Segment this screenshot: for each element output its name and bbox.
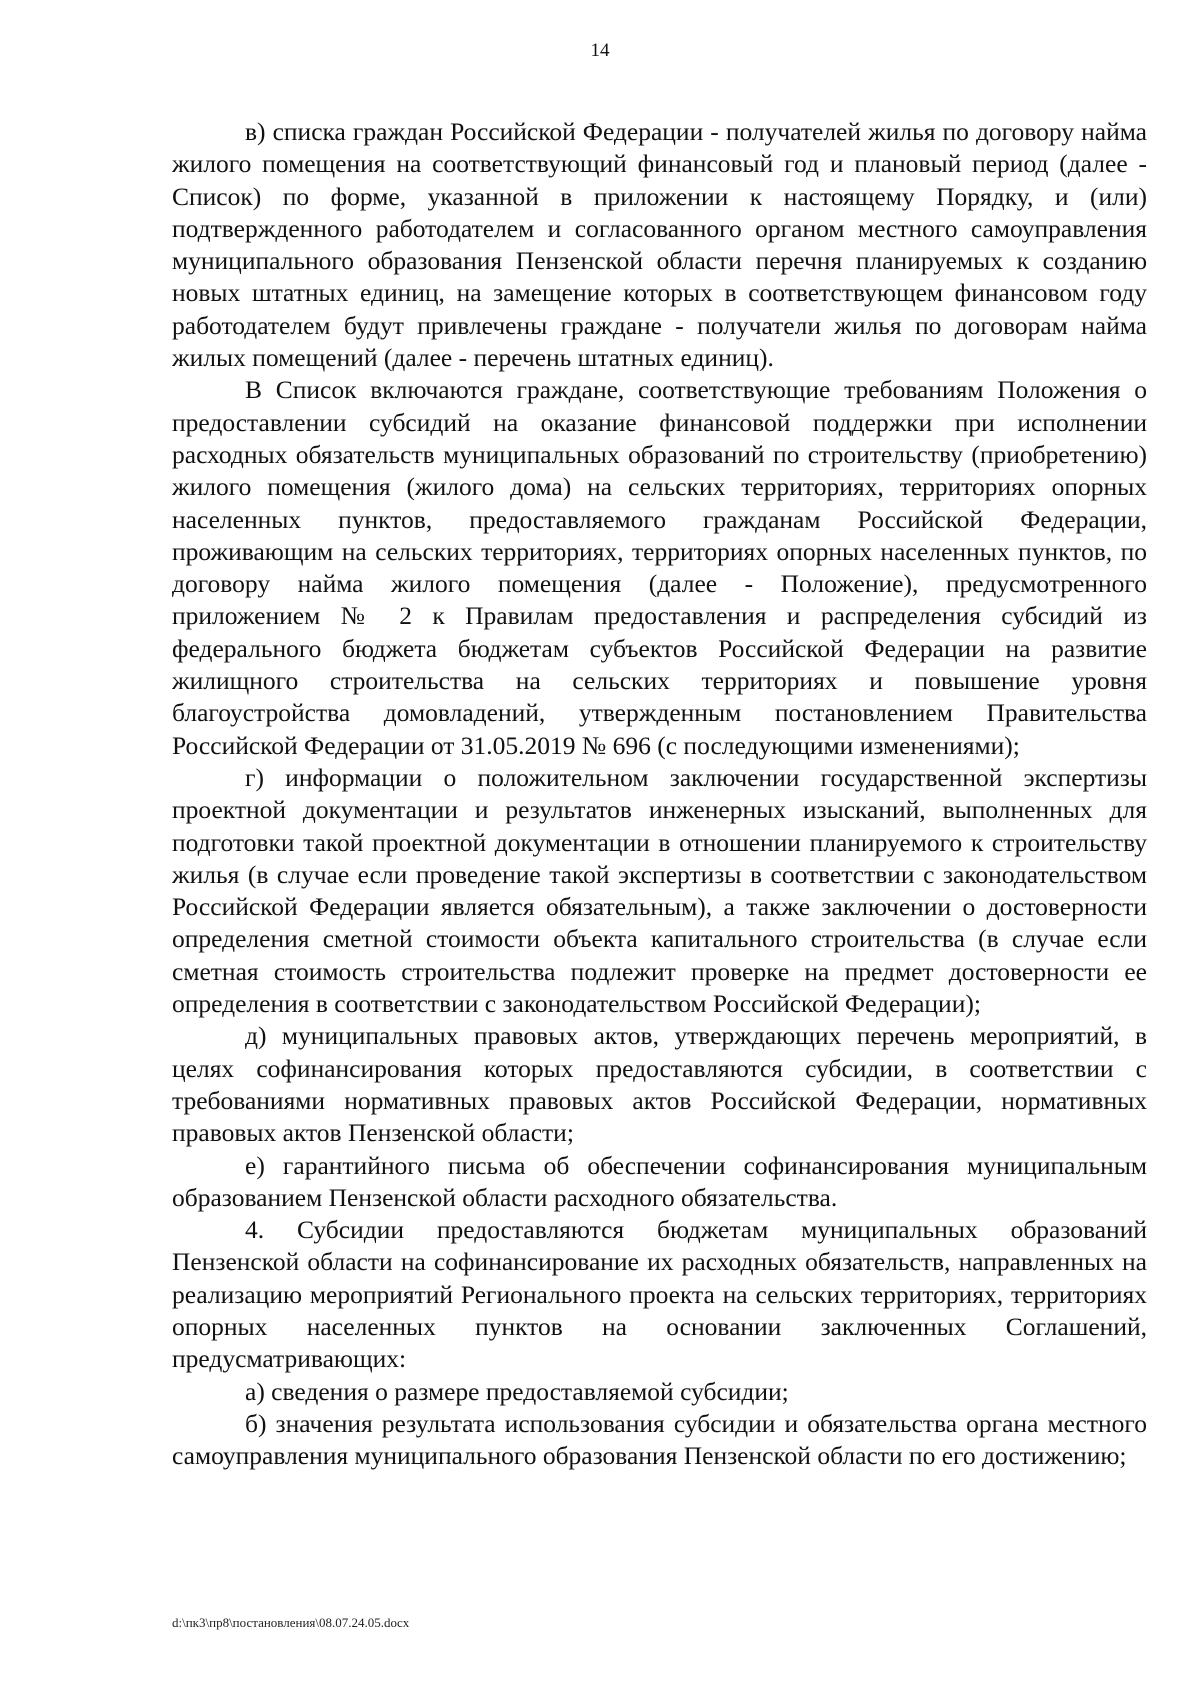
- footer-file-path: d:\пк3\пр8\постановления\08.07.24.05.docx: [172, 1615, 410, 1630]
- page-number: 14: [590, 40, 610, 61]
- paragraph-4-subsidii: 4. Субсидии предоставляются бюджетам муниципальных образований Пензенской области на софинансирование их расходных обязательств, направленных на реализацию мероприятий Регионального проекта на сельских территориях, территориях опорных населенных пунктов на основании заключенных Соглашений, предусматривающих:: [172, 1215, 1147, 1374]
- paragraph-d-munitsipalnykh-aktov: д) муниципальных правовых актов, утверждающих перечень мероприятий, в целях софинансирования которых предоставляются субсидии, в соответствии с требованиями нормативных правовых актов Российской Федерации, нормативных правовых актов Пензенской области;: [172, 1021, 1147, 1148]
- document-body: [172, 116, 1147, 1472]
- paragraph-e-garantiynogo-pisma: е) гарантийного письма об обеспечении софинансирования муниципальным образованием Пензенской области расходного обязательства.: [172, 1150, 1147, 1212]
- paragraph-v-spisok-vklyuchayutsya: В Список включаются граждане, соответствующие требованиям Положения о предоставлении субсидий на оказание финансовой поддержки при исполнении расходных обязательств муниципальных образований по строительству (приобретению) жилого помещения (жилого дома) на сельских территориях, территориях опорных населенных пунктов, предоставляемого гражданам Российской Федерации, проживающим на сельских территориях, территориях опорных населенных пунктов, по договору найма жилого помещения (далее - Положение), предусмотренного приложением № 2 к Правилам предоставления и распределения субсидий из федерального бюджета бюджетам субъектов Российской Федерации на развитие жилищного строительства на сельских территориях и повышение уровня благоустройства домовладений, утвержденным постановлением Правительства Российской Федерации от 31.05.2019 № 696 (с последующими изменениями);: [172, 375, 1147, 760]
- paragraph-a-svedeniya: а) сведения о размере предоставляемой субсидии;: [245, 1376, 789, 1406]
- paragraph-b-znacheniya: б) значения результата использования субсидии и обязательства органа местного самоуправления муниципального образования Пензенской области по его достижению;: [172, 1408, 1147, 1471]
- paragraph-g-informatsii: г) информации о положительном заключении государственной экспертизы проектной документации и результатов инженерных изысканий, выполненных для подготовки такой проектной документации в отношении планируемого к строительству жилья (в случае если проведение такой экспертизы в соответствии с законодательством Российской Федерации является обязательным), а также заключении о достоверности определения сметной стоимости объекта капитального строительства (в случае если сметная стоимость строительства подлежит проверке на предмет достоверности ее определения в соответствии с законодательством Российской Федерации);: [172, 762, 1147, 1019]
- paragraph-v-spiska: в) списка граждан Российской Федерации - получателей жилья по договору найма жилого помещения на соответствующий финансовый год и плановый период (далее - Список) по форме, указанной в приложении к настоящему Порядку, и (или) подтвержденного работодателем и согласованного органом местного самоуправления муниципального образования Пензенской области перечня планируемых к созданию новых штатных единиц, на замещение которых в соответствующем финансовом году работодателем будут привлечены граждане - получатели жилья по договорам найма жилых помещений (далее - перечень штатных единиц).: [172, 117, 1147, 373]
